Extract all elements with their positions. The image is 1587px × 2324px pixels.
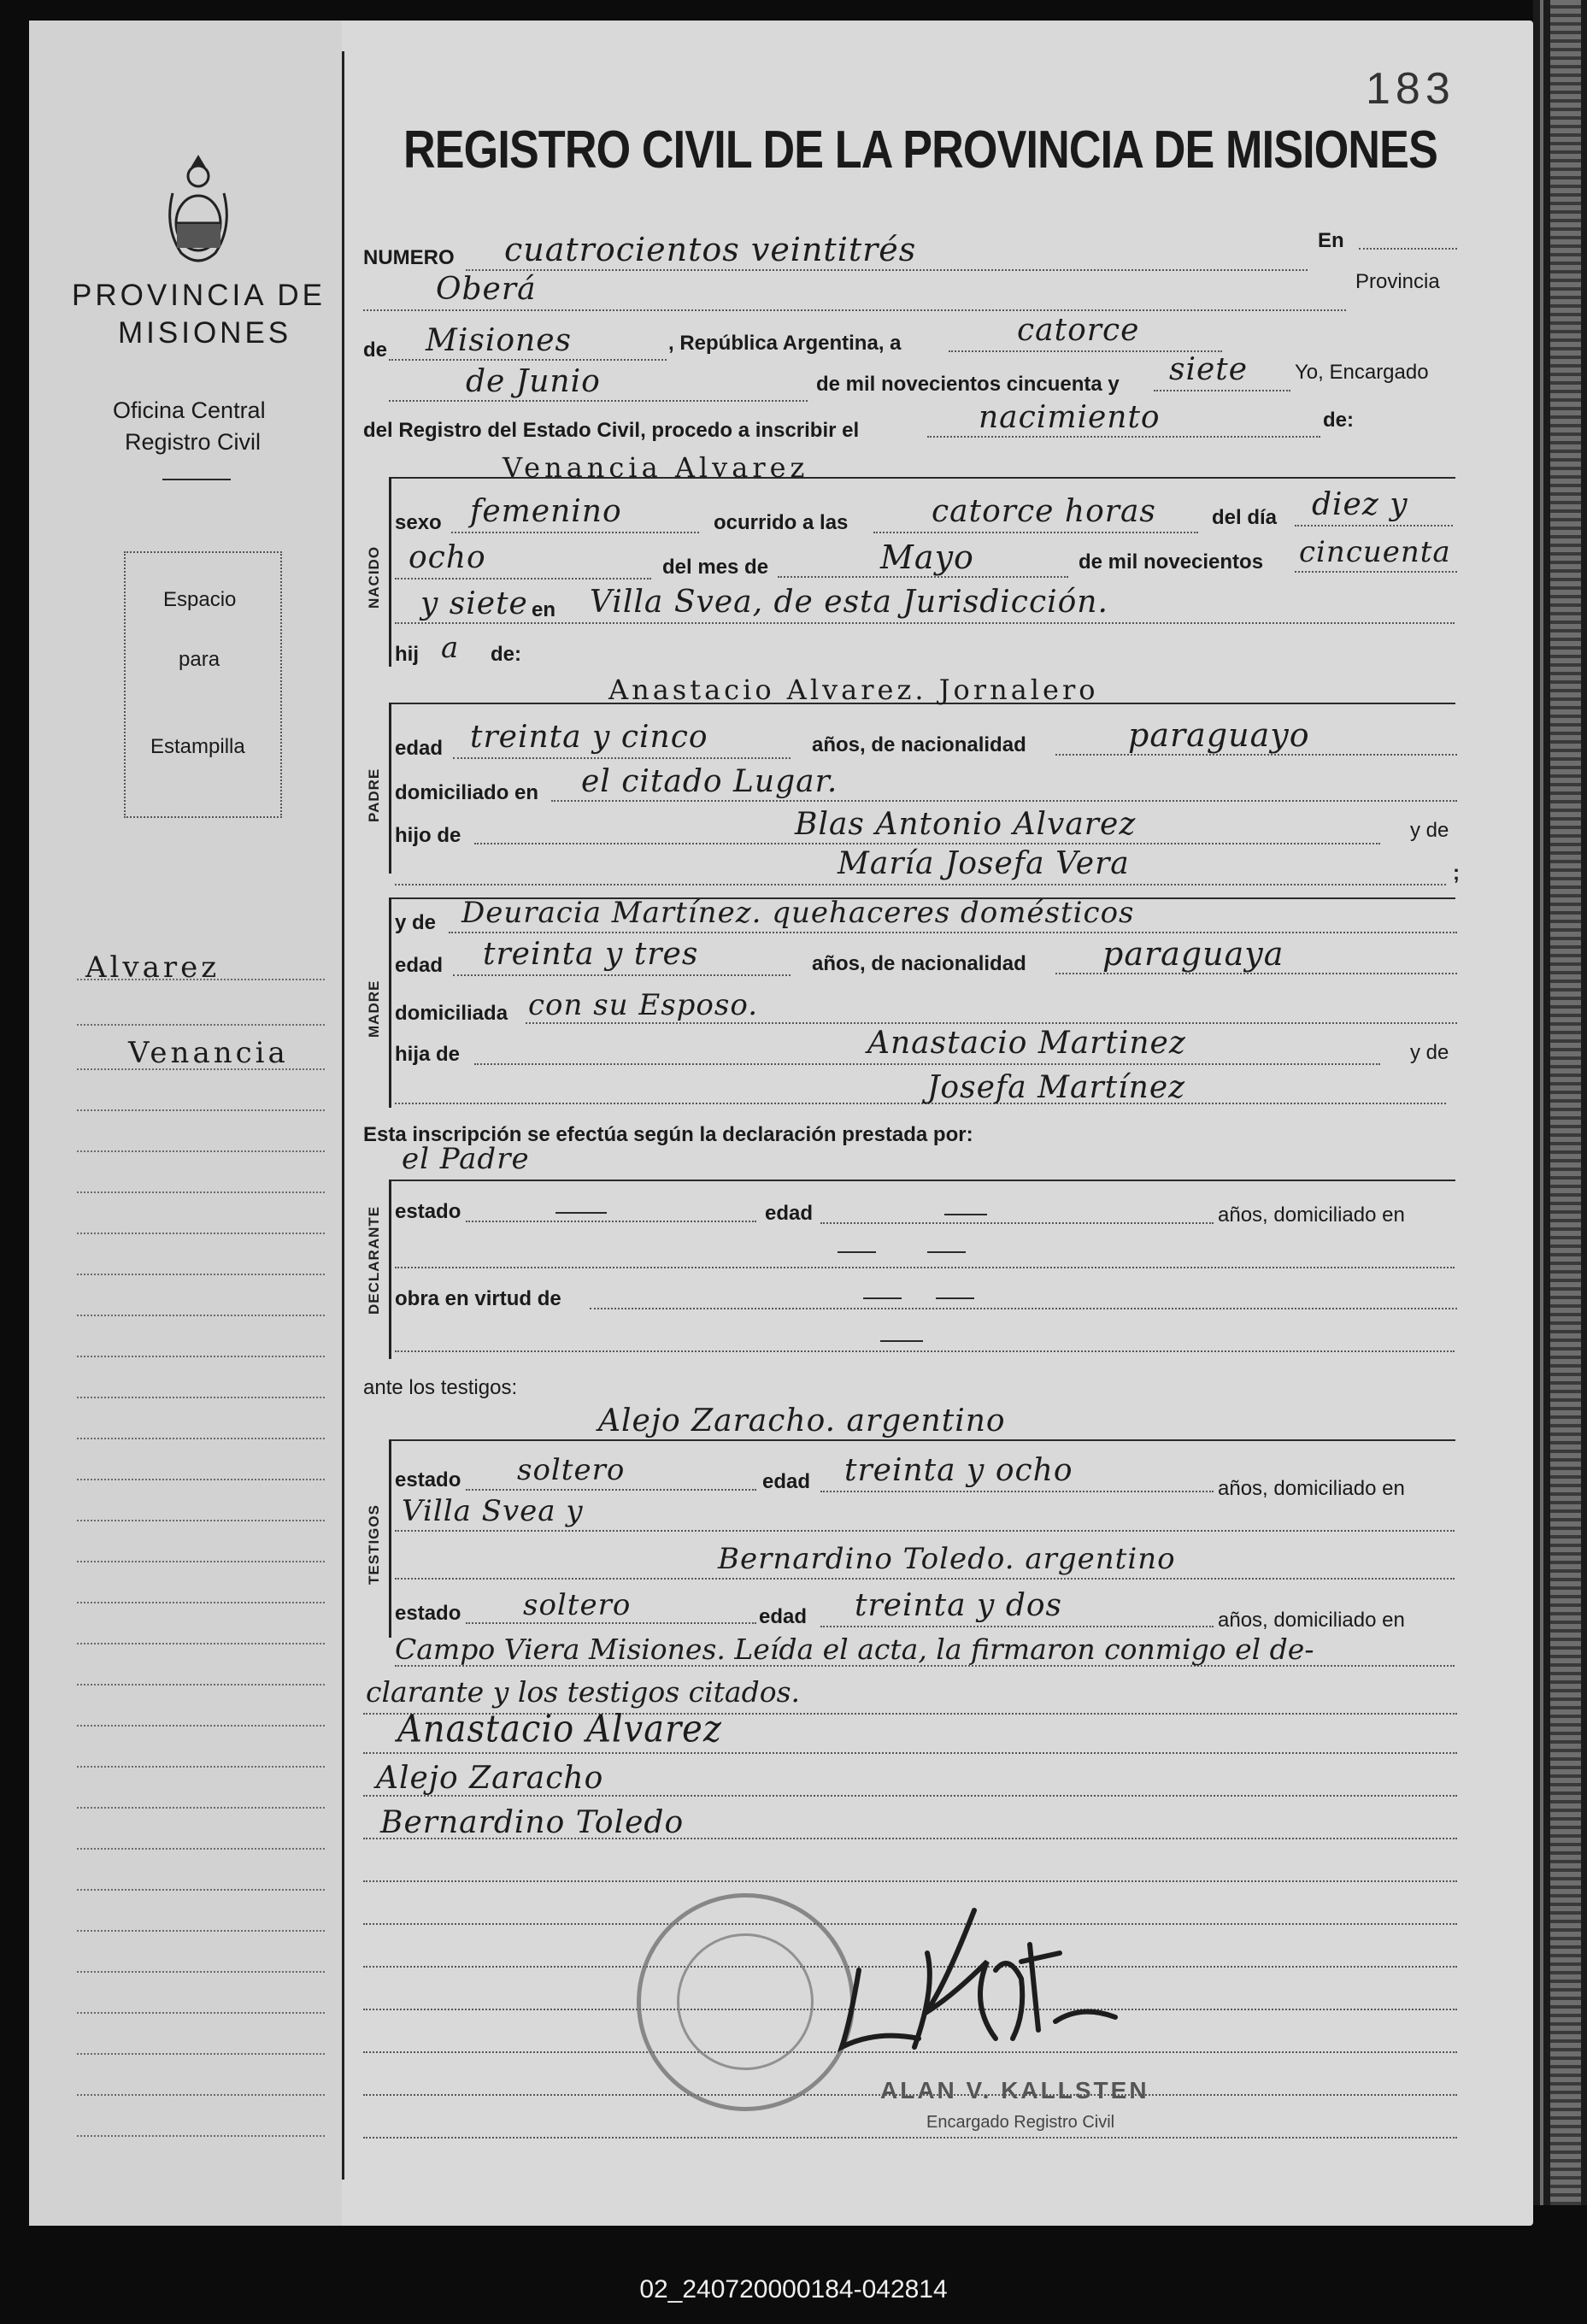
coat-of-arms-icon [156,150,241,270]
padre-nac-value: paraguayo [1128,716,1310,754]
month-value: de Junio [466,364,601,399]
padre-name: Anastacio Alvarez. Jornalero [608,674,1099,706]
closing-text: clarante y los testigos citados. [366,1675,801,1709]
anio-value-a: cincuenta [1299,535,1451,569]
sexo-label: sexo [395,511,442,534]
padre-father-value: Blas Antonio Alvarez [795,807,1137,842]
en-label: En [1318,229,1344,252]
signature-3: Bernardino Toledo [380,1805,685,1840]
margin-surname: Alvarez [85,950,220,985]
t2-edad-label: edad [759,1605,808,1628]
act-type-value: nacimiento [979,400,1161,435]
official-seal-icon [637,1893,855,2111]
stamp-label-2: para [179,648,220,671]
padre-hijo-label: hijo de [395,824,461,847]
sexo-value: femenino [470,494,622,529]
province-heading-line1: PROVINCIA DE [72,279,326,312]
binding-edge [1533,0,1587,2205]
declaracion-label: Esta inscripción se efectúa según la declaración prestada por: [363,1123,973,1146]
page-number: 183 [1366,64,1455,114]
testigo2-estado: soltero [523,1588,632,1622]
nacido-name: Venancia Alvarez [503,451,809,484]
office-line2: Registro Civil [125,429,262,455]
dia-value-b: ocho [409,540,486,575]
day-value: catorce [1017,313,1140,348]
madre-nac-value: paraguaya [1102,935,1284,973]
padre-dom-label: domiciliado en [395,781,539,804]
padre-bracket [389,703,391,874]
official-name: ALAN V. KALLSTEN [880,2077,1149,2103]
padre-dom-value: el citado Lugar. [581,764,838,799]
nacido-section-label: NACIDO [366,545,382,609]
margin-divider [342,51,344,2180]
madre-dom-value: con su Esposo. [528,988,758,1022]
lugar-value: Villa Svea, de esta Jurisdicción. [590,585,1108,620]
declarante-obra-label: obra en virtud de [395,1287,561,1310]
province-heading-line2: MISIONES [118,316,292,350]
t2-estado-label: estado [395,1602,461,1625]
province-value: Misiones [426,323,573,358]
madre-edad-label: edad [395,954,444,977]
testigo1-dom: Villa Svea y [402,1494,584,1528]
testigos-bracket [389,1439,391,1638]
year-label: de mil novecientos cincuenta y [816,373,1120,396]
testigo1-estado: soltero [517,1453,626,1487]
testigos-intro: ante los testigos: [363,1376,518,1399]
testigo2-name: Bernardino Toledo. argentino [718,1542,1176,1576]
hora-value: catorce horas [932,494,1156,529]
year-value: siete [1169,352,1249,387]
mes-value: Mayo [880,538,974,576]
mil-label: de mil novecientos [1079,550,1264,574]
madre-yde-label: y de [395,911,437,934]
page-title: REGISTRO CIVIL DE LA PROVINCIA DE MISIONES [403,121,1437,179]
hij-value: a [441,631,460,665]
encargado-label: Yo, Encargado [1295,361,1429,384]
madre-mother-value: Josefa Martínez [927,1070,1186,1105]
anio-value-b: y siete [420,586,528,621]
footer-id: 02_240720000184-042814 [639,2275,948,2303]
republica-label: , República Argentina, a [668,332,902,355]
t1-estado-label: estado [395,1468,461,1491]
hij-label: hij [395,643,419,666]
padre-semicolon: ; [1453,862,1460,885]
stamp-label-3: Estampilla [150,735,245,758]
padre-edad-value: treinta y cinco [470,720,708,755]
official-signature-icon [825,1902,1132,2073]
hij-de-label: de: [491,643,521,666]
padre-edad-label: edad [395,737,444,760]
testigo1-name: Alejo Zaracho. argentino [598,1403,1006,1439]
dia-value-a: diez y [1312,487,1408,522]
en-lugar-label: en [532,598,556,621]
padre-yde-label: y de [1410,819,1449,842]
declarante-section-label: DECLARANTE [366,1205,382,1315]
numero-label: NUMERO [363,246,455,269]
de-colon-label: de: [1323,409,1354,432]
signature-1: Anastacio Alvarez [397,1707,722,1751]
madre-name: Deuracia Martínez. quehaceres domésticos [461,896,1135,930]
ocurrido-label: ocurrido a las [714,511,849,534]
testigos-section-label: TESTIGOS [366,1504,382,1585]
de-label: de [363,338,388,362]
mes-label: del mes de [662,556,769,579]
madre-dom-label: domiciliada [395,1002,508,1025]
testigo2-dom: Campo Viera Misiones. Leída el acta, la firmaron conmigo el de- [395,1633,1314,1666]
testigo2-edad: treinta y dos [855,1588,1063,1623]
del-dia-label: del día [1212,506,1278,529]
margin-given-name: Venancia [128,1036,289,1070]
madre-father-value: Anastacio Martinez [867,1026,1186,1061]
padre-mother-value: María Josefa Vera [838,846,1130,881]
office-line1: Oficina Central [113,397,266,423]
footer-bar [0,2263,1587,2324]
office-underline [162,479,231,480]
registro-label: del Registro del Estado Civil, procedo a inscribir el [363,419,860,442]
madre-section-label: MADRE [366,980,382,1038]
declarante-edad-label: edad [765,1202,814,1225]
madre-hija-label: hija de [395,1043,461,1066]
declaracion-value: el Padre [402,1142,530,1176]
signature-2: Alejo Zaracho [376,1761,604,1796]
testigo1-edad: treinta y ocho [844,1453,1073,1488]
place-value: Oberá [436,272,537,307]
padre-nac-label: años, de nacionalidad [812,733,1026,756]
declarante-estado-label: estado [395,1200,461,1223]
left-margin-column [29,21,342,2226]
madre-yde-label-2: y de [1410,1041,1449,1064]
madre-bracket [389,897,391,1108]
t2-anios-label: años, domiciliado en [1218,1609,1405,1632]
madre-nac-label: años, de nacionalidad [812,952,1026,975]
declarante-anios-label: años, domiciliado en [1218,1203,1405,1227]
padre-section-label: PADRE [366,768,382,822]
provincia-label: Provincia [1355,270,1440,293]
official-title: Encargado Registro Civil [926,2113,1115,2132]
nacido-bracket [389,477,391,667]
numero-value: cuatrocientos veintitrés [504,231,917,268]
declarante-bracket [389,1180,391,1359]
stamp-label-1: Espacio [163,588,237,611]
t1-edad-label: edad [762,1470,811,1493]
madre-edad-value: treinta y tres [483,937,699,972]
t1-anios-label: años, domiciliado en [1218,1477,1405,1500]
